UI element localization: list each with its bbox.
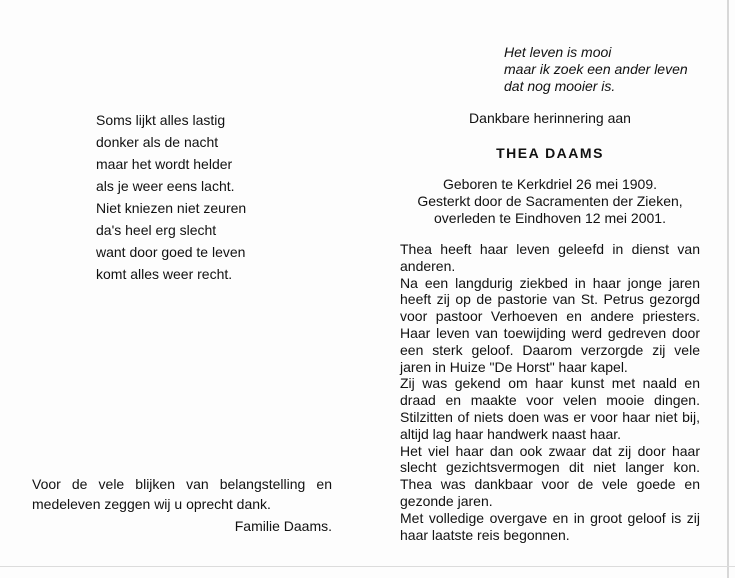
biography-line: Thea heeft haar leven geleefd in dienst van <box>400 241 700 257</box>
motto <box>504 44 688 95</box>
poem-line: da's heel erg slecht <box>96 222 217 238</box>
poem-line: donker als de nacht <box>96 134 219 150</box>
poem <box>96 109 246 285</box>
biography-line: altijd lag haar handwerk naast haar. <box>400 425 622 442</box>
deceased-name: THEA DAAMS <box>496 145 604 161</box>
biography-line: Met volledige overgave en in groot geloof is zij <box>400 509 700 526</box>
biography-line: draad en maakte voor velen mooie dingen. <box>400 392 700 409</box>
fact-line: Gesterkt door de Sacramenten der Zieken, <box>417 193 683 209</box>
biography-line: heeft zij op de pastorie van St. Petrus gezorgd <box>400 291 700 308</box>
biography-line: Thea was dankbaar voor de vele goede en <box>400 476 700 493</box>
motto-line: maar ik zoek een ander leven <box>504 61 688 77</box>
poem-line: want door goed te leven <box>96 244 246 260</box>
biography-line: Haar leven van toewijding werd gedreven door <box>400 324 700 341</box>
poem-line: maar het wordt helder <box>96 156 233 172</box>
biography-line: anderen. <box>400 257 456 274</box>
biography-line: voor pastoor Verhoeven en andere priesters. <box>400 308 700 325</box>
fact-line: Geboren te Kerkdriel 26 mei 1909. <box>442 176 657 192</box>
biography-line: Stilzitten of niets doen was er voor haar niet bij, <box>400 408 700 425</box>
family-signature: Familie Daams. <box>234 518 332 534</box>
biography-line: Het viel haar dan ook zwaar dat zij door haar <box>400 442 700 459</box>
biography-line: haar laatste reis begonnen. <box>400 526 570 543</box>
biography-line: Zij was gekend om haar kunst met naald en <box>400 375 700 392</box>
card-edge-bottom <box>0 566 735 567</box>
biography-line: slecht gezichtsvermogen dit niet langer kon. <box>400 459 700 476</box>
motto-line: dat nog mooier is. <box>504 78 616 94</box>
poem-line: komt alles weer recht. <box>96 266 233 282</box>
thanks-line: Voor de vele blijken van belangstelling en <box>32 476 332 492</box>
fact-line: overleden te Eindhoven 12 mei 2001. <box>434 210 666 226</box>
thanks-line: medeleven zeggen wij u oprecht dank. <box>32 496 271 512</box>
poem-line: als je weer eens lacht. <box>96 178 235 194</box>
biography-line: jaren in Huize "De Horst" haar kapel. <box>400 358 628 375</box>
biography-line: Na een langdurig ziekbed in haar jonge jaren <box>400 274 700 291</box>
card-edge-right <box>727 0 729 578</box>
poem-line: Niet kniezen niet zeuren <box>96 200 247 216</box>
biography-line: een sterk geloof. Daarom verzorgde zij vele <box>400 341 700 358</box>
biography <box>400 241 700 543</box>
poem-line: Soms lijkt alles lastig <box>96 112 226 128</box>
motto-line: Het leven is mooi <box>504 44 612 60</box>
life-facts <box>400 176 700 227</box>
biography-line: gezonde jaren. <box>400 492 493 509</box>
dedication: Dankbare herinnering aan <box>469 110 631 126</box>
thank-you-note <box>32 474 332 536</box>
